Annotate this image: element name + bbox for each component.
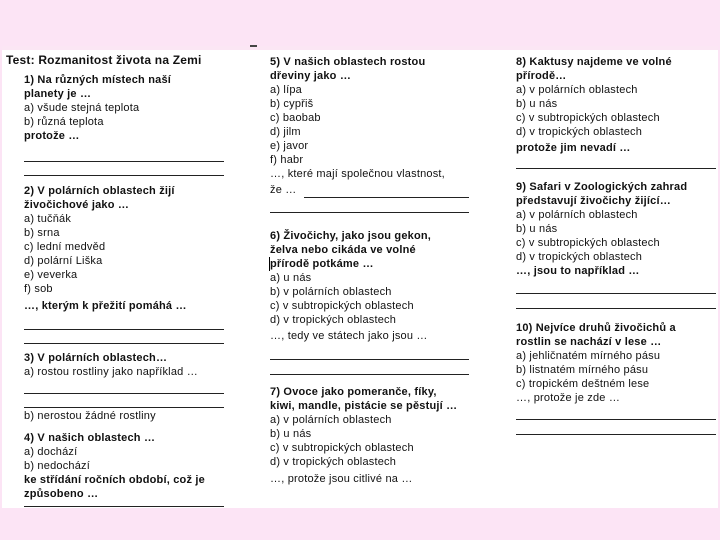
question-line: protože … (24, 130, 80, 142)
question-line: a) všude stejná teplota (24, 102, 140, 114)
answer-line (516, 293, 716, 294)
answer-line (24, 329, 224, 330)
question-line: b) nerostou žádné rostliny (24, 410, 156, 422)
question-line: c) v subtropických oblastech (270, 300, 414, 312)
question-heading: 9) Safari v Zoologických zahrad (516, 181, 688, 193)
answer-line (516, 168, 716, 169)
question-line: d) jilm (270, 126, 301, 138)
question-line: …, protože je zde … (516, 392, 621, 404)
answer-line (24, 393, 224, 394)
answer-line (24, 161, 224, 162)
question-line: b) u nás (516, 98, 558, 110)
answer-line (24, 506, 224, 507)
question-line: že … (270, 184, 297, 196)
question-line: protože jim nevadí … (516, 142, 631, 154)
question-line: d) polární Liška (24, 255, 103, 267)
question-line: b) nedochází (24, 460, 90, 472)
question-line: f) habr (270, 154, 304, 166)
question-line: a) u nás (270, 272, 312, 284)
question-line: přírodě… (516, 70, 567, 82)
question-line: f) sob (24, 283, 53, 295)
question-heading: 6) Živočichy, jako jsou gekon, (270, 230, 432, 242)
answer-line (516, 419, 716, 420)
question-line: c) tropickém deštném lese (516, 378, 650, 390)
top-strip (2, 46, 718, 50)
question-line: živočichové jako … (24, 199, 130, 211)
question-line: a) rostou rostliny jako například … (24, 366, 198, 378)
question-line: a) dochází (24, 446, 78, 458)
question-line: …, kterým k přežití pomáhá … (24, 300, 187, 312)
question-line: rostlin se nachází v lese … (516, 336, 662, 348)
question-line: d) v tropických oblastech (270, 456, 397, 468)
question-line: c) lední medvěd (24, 241, 106, 253)
question-line: c) v subtropických oblastech (516, 237, 660, 249)
question-line: a) tučňák (24, 213, 72, 225)
answer-line (270, 212, 469, 213)
question-line: d) v tropických oblastech (516, 126, 643, 138)
question-line: želva nebo cikáda ve volné (270, 244, 416, 256)
question-line: kiwi, mandle, pistácie se pěstují … (270, 400, 458, 412)
question-line: …, protože jsou citlivé na … (270, 473, 413, 485)
question-line: …, které mají společnou vlastnost, (270, 168, 445, 180)
question-line: b) v polárních oblastech (270, 286, 392, 298)
question-line: b) cypřiš (270, 98, 314, 110)
question-heading: 8) Kaktusy najdeme ve volné (516, 56, 672, 68)
answer-line (24, 175, 224, 176)
answer-line (304, 197, 469, 198)
worksheet-title: Test: Rozmanitost života na Zemi (6, 53, 202, 67)
question-line: a) lípa (270, 84, 302, 96)
answer-line (270, 359, 469, 360)
page-tick-mark (250, 45, 257, 47)
question-line: d) v tropických oblastech (270, 314, 397, 326)
question-line: …, jsou to například … (516, 265, 640, 277)
answer-line (516, 308, 716, 309)
answer-line (24, 407, 224, 408)
question-line: d) v tropických oblastech (516, 251, 643, 263)
question-line: způsobeno … (24, 488, 99, 500)
question-line: a) v polárních oblastech (270, 414, 392, 426)
question-line: přírodě potkáme … (270, 258, 374, 270)
question-line: e) veverka (24, 269, 78, 281)
question-line: b) listnatém mírného pásu (516, 364, 649, 376)
question-line: a) jehličnatém mírného pásu (516, 350, 661, 362)
answer-line (24, 343, 224, 344)
question-line: představují živočichy žijící… (516, 195, 671, 207)
question-line: a) v polárních oblastech (516, 209, 638, 221)
question-heading: 10) Nejvíce druhů živočichů a (516, 322, 676, 334)
question-line: ke střídání ročních období, což je (24, 474, 205, 486)
question-line: dřeviny jako … (270, 70, 352, 82)
question-heading: 2) V polárních oblastech žijí (24, 185, 175, 197)
answer-line (516, 434, 716, 435)
question-line: planety je … (24, 88, 92, 100)
question-line: a) v polárních oblastech (516, 84, 638, 96)
question-line: c) baobab (270, 112, 321, 124)
question-heading: 5) V našich oblastech rostou (270, 56, 426, 68)
question-line: c) v subtropických oblastech (270, 442, 414, 454)
text-cursor (269, 257, 270, 271)
worksheet-page (2, 46, 718, 508)
question-line: b) u nás (516, 223, 558, 235)
question-line: b) různá teplota (24, 116, 104, 128)
question-heading: 4) V našich oblastech … (24, 432, 156, 444)
question-line: …, tedy ve státech jako jsou … (270, 330, 428, 342)
question-heading: 3) V polárních oblastech… (24, 352, 168, 364)
question-heading: 7) Ovoce jako pomeranče, fíky, (270, 386, 437, 398)
question-heading: 1) Na různých místech naší (24, 74, 172, 86)
answer-line (270, 374, 469, 375)
question-line: c) v subtropických oblastech (516, 112, 660, 124)
question-line: b) u nás (270, 428, 312, 440)
question-line: e) javor (270, 140, 309, 152)
question-line: b) srna (24, 227, 60, 239)
